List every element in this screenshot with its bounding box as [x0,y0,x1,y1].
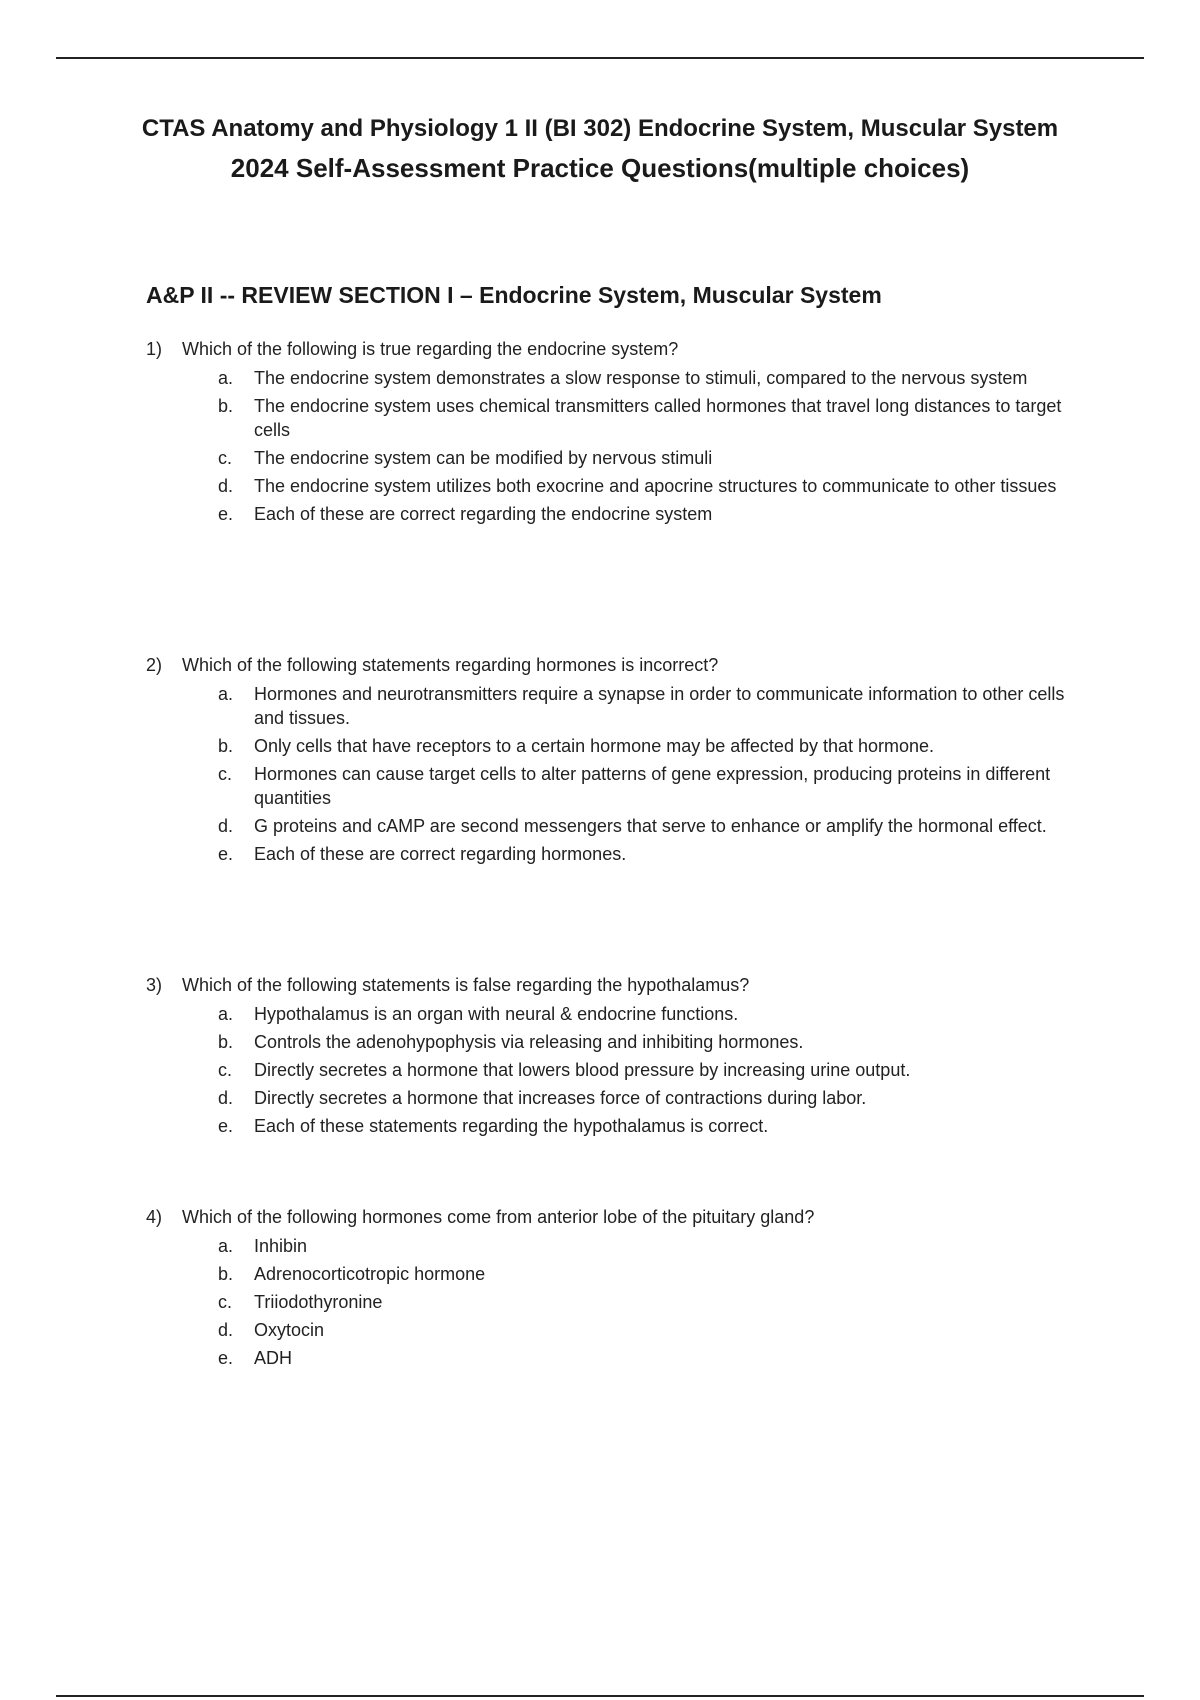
option-text: ADH [254,1348,293,1368]
answer-option [146,1086,1084,1110]
question-number: 2) [146,655,163,675]
question-text: Which of the following is true regarding the endocrine system? [182,339,679,359]
answer-option [146,1262,1084,1286]
answer-option [146,1346,1084,1370]
option-letter: c. [218,1060,233,1080]
bottom-rule [56,1695,1144,1697]
answer-option [146,682,1084,730]
option-text: Triiodothyronine [254,1292,383,1312]
question-text: Which of the following statements regarding hormones is incorrect? [182,655,719,675]
option-letter: e. [218,504,234,524]
option-letter: b. [218,736,234,756]
answer-options [146,1234,1106,1370]
option-letter: b. [218,1264,234,1284]
question-stem [146,336,1106,362]
answer-option [146,842,1084,866]
answer-option [146,734,1084,758]
option-text: Hormones can cause target cells to alter patterns of gene expression, producing proteins in different quantities [254,764,1051,808]
question-1 [146,336,1106,526]
option-letter: e. [218,1116,234,1136]
answer-option [146,1290,1084,1314]
option-letter: c. [218,764,233,784]
answer-option [146,474,1084,498]
answer-options [146,366,1106,526]
question-text: Which of the following statements is false regarding the hypothalamus? [182,975,750,995]
option-letter: d. [218,1088,234,1108]
answer-option [146,1114,1084,1138]
top-rule [56,57,1144,59]
document-title [100,110,1100,188]
option-letter: e. [218,1348,234,1368]
option-text: The endocrine system uses chemical transmitters called hormones that travel long distances to target cells [254,396,1062,440]
question-3 [146,972,1106,1138]
answer-options [146,1002,1106,1138]
question-stem [146,1204,1106,1230]
option-letter: a. [218,1236,234,1256]
option-text: The endocrine system can be modified by nervous stimuli [254,448,713,468]
option-letter: d. [218,816,234,836]
answer-option [146,502,1084,526]
question-text: Which of the following hormones come from anterior lobe of the pituitary gland? [182,1207,815,1227]
option-text: Each of these are correct regarding the endocrine system [254,504,713,524]
option-text: Directly secretes a hormone that increases force of contractions during labor. [254,1088,867,1108]
option-text: Directly secretes a hormone that lowers blood pressure by increasing urine output. [254,1060,911,1080]
option-text: Hormones and neurotransmitters require a synapse in order to communicate information to other cells and tissues. [254,684,1065,728]
title-line-1: CTAS Anatomy and Physiology 1 II (BI 302) Endocrine System, Muscular System [141,115,1059,142]
question-number: 4) [146,1207,163,1227]
option-letter: a. [218,1004,234,1024]
option-text: G proteins and cAMP are second messengers that serve to enhance or amplify the hormonal effect. [254,816,1047,836]
answer-option [146,446,1084,470]
answer-option [146,1234,1084,1258]
section-heading: A&P II -- REVIEW SECTION I – Endocrine System, Muscular System [146,282,882,308]
question-4 [146,1204,1106,1370]
answer-option [146,1030,1084,1054]
option-letter: a. [218,684,234,704]
option-text: Controls the adenohypophysis via releasing and inhibiting hormones. [254,1032,804,1052]
answer-option [146,814,1084,838]
answer-option [146,762,1084,810]
option-letter: b. [218,396,234,416]
answer-options [146,682,1106,866]
option-letter: c. [218,1292,233,1312]
option-text: The endocrine system demonstrates a slow response to stimuli, compared to the nervous system [254,368,1028,388]
option-text: The endocrine system utilizes both exocrine and apocrine structures to communicate to other tissues [254,476,1057,496]
option-letter: a. [218,368,234,388]
answer-option [146,1002,1084,1026]
option-letter: e. [218,844,234,864]
title-line-2: 2024 Self-Assessment Practice Questions(multiple choices) [230,153,970,183]
option-letter: d. [218,1320,234,1340]
option-letter: b. [218,1032,234,1052]
option-text: Only cells that have receptors to a certain hormone may be affected by that hormone. [254,736,935,756]
option-letter: d. [218,476,234,496]
question-stem [146,652,1106,678]
question-2 [146,652,1106,866]
option-text: Hypothalamus is an organ with neural & endocrine functions. [254,1004,739,1024]
option-text: Inhibin [254,1236,308,1256]
answer-option [146,366,1084,390]
question-stem [146,972,1106,998]
question-number: 1) [146,339,163,359]
answer-option [146,1318,1084,1342]
answer-option [146,1058,1084,1082]
option-text: Each of these are correct regarding hormones. [254,844,627,864]
option-text: Each of these statements regarding the hypothalamus is correct. [254,1116,769,1136]
option-text: Adrenocorticotropic hormone [254,1264,486,1284]
answer-option [146,394,1084,442]
option-letter: c. [218,448,233,468]
question-number: 3) [146,975,163,995]
option-text: Oxytocin [254,1320,325,1340]
